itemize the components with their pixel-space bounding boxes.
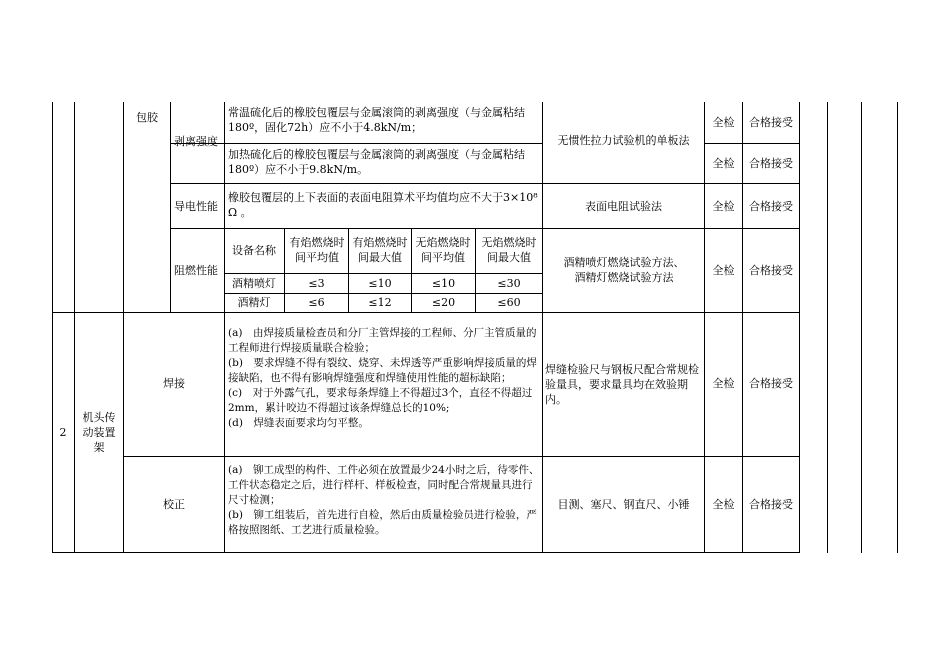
peel-result-2: 合格接受 xyxy=(749,157,793,170)
correction-method: 目测、塞尺、钢直尺、小锤 xyxy=(557,498,690,511)
conductive-requirement: 橡胶包覆层的上下表面的表面电阻算术平均值均应不大于3×10⁸ Ω 。 xyxy=(228,191,538,219)
row-divider xyxy=(170,228,799,229)
flame-cell: ≤10 xyxy=(368,277,392,290)
correction-result: 合格接受 xyxy=(749,498,793,511)
row-index: 2 xyxy=(59,426,67,439)
row-divider xyxy=(123,456,799,457)
flame-cell: ≤12 xyxy=(368,296,392,309)
conductive-scope: 全检 xyxy=(712,200,735,213)
peel-scope-2: 全检 xyxy=(712,157,735,170)
row-divider xyxy=(224,273,542,274)
flame-cell: 酒精喷灯 xyxy=(232,277,276,290)
peel-method: 无惯性拉力试验机的单板法 xyxy=(557,134,690,147)
peel-result-1: 合格接受 xyxy=(749,116,793,129)
table-border-left xyxy=(52,102,53,553)
row-divider xyxy=(704,143,799,144)
peel-strength-label: 剥离强度 xyxy=(174,135,218,148)
welding-scope: 全检 xyxy=(712,377,735,390)
peel-requirement-1: 常温硫化后的橡胶包覆层与金属滚筒的剥离强度（与金属粘结180º，固化72h）应不小于4.8kN/m； xyxy=(228,106,525,134)
welding-requirement: (a) 由焊接质量检查员和分厂主管焊接的工程师、分厂主管质量的工程师进行焊接质量联合检验； (b) 要求焊缝不得有裂纹、烧穿、未焊透等严重影响焊接质量的焊接缺陷，也不得有影响焊缝强度和焊缝使用性能的超标缺陷； (c) 对于外露气孔，要求每条焊缝上不得超过3个，直径不得超过2mm，累计咬边不得超过该条焊缝总长的10%; (d) 焊缝表面要求均匀平整。 xyxy=(228,327,537,429)
item-name: 机头传动装置架 xyxy=(82,411,116,454)
flame-cell: ≤6 xyxy=(308,296,325,309)
table-border-right xyxy=(827,102,828,553)
flame-cell: ≤3 xyxy=(308,277,325,290)
correction-label: 校正 xyxy=(163,498,185,511)
conductive-result: 合格接受 xyxy=(749,200,793,213)
table-border-right xyxy=(897,102,898,553)
correction-requirement: (a) 铆工成型的构件、工件必须在放置最少24小时之后，待零件、工件状态稳定之后，进行样杆、样板检查，同时配合常规量具进行尺寸检测； (b) 铆工组装后，首先进行自检，然后由质量检验员进行检验，严格按照图纸、工艺进行质量检验。 xyxy=(228,464,540,536)
flame-cell: ≤30 xyxy=(497,277,521,290)
table-divider xyxy=(224,102,225,553)
flame-cell: 酒精灯 xyxy=(237,296,271,309)
table-divider xyxy=(74,102,75,553)
correction-scope: 全检 xyxy=(712,498,735,511)
flame-header-device: 设备名称 xyxy=(232,244,276,257)
flame-cell: ≤20 xyxy=(431,296,456,309)
welding-result: 合格接受 xyxy=(749,377,793,390)
flame-header-col: 无焰燃烧时间平均值 xyxy=(415,236,471,264)
flame-cell: ≤10 xyxy=(431,277,456,290)
welding-label: 焊接 xyxy=(163,377,185,390)
conductive-label: 导电性能 xyxy=(174,200,218,213)
flame-result: 合格接受 xyxy=(749,264,793,277)
sub-item-coating: 包胶 xyxy=(136,111,158,124)
row-divider xyxy=(170,183,799,184)
flame-header-col: 有焰燃烧时间平均值 xyxy=(289,236,345,264)
peel-requirement-2: 加热硫化后的橡胶包覆层与金属滚筒的剥离强度（与金属粘结180º）应不小于9.8kN/m。 xyxy=(228,148,525,176)
conductive-method: 表面电阻试验法 xyxy=(585,200,662,213)
flame-header-col: 无焰燃烧时间最大值 xyxy=(481,236,537,264)
table-divider xyxy=(170,102,171,312)
row-divider xyxy=(224,293,542,294)
table-border-right xyxy=(861,102,862,553)
row-divider xyxy=(52,312,799,313)
table-border-bottom xyxy=(52,552,799,553)
row-divider xyxy=(170,143,542,144)
peel-scope-1: 全检 xyxy=(712,116,735,129)
table-divider xyxy=(799,102,800,553)
table-divider xyxy=(123,102,124,553)
flame-label: 阻燃性能 xyxy=(174,264,218,277)
flame-scope: 全检 xyxy=(712,264,735,277)
flame-cell: ≤60 xyxy=(497,296,521,309)
flame-header-col: 有焰燃烧时间最大值 xyxy=(352,236,408,264)
table-divider xyxy=(542,102,543,553)
welding-method: 焊缝检验尺与钢板尺配合常规检验量具，要求量具均在效验期内。 xyxy=(545,363,699,406)
flame-method: 酒精喷灯燃烧试验方法、酒精灯燃烧试验方法 xyxy=(563,256,685,284)
